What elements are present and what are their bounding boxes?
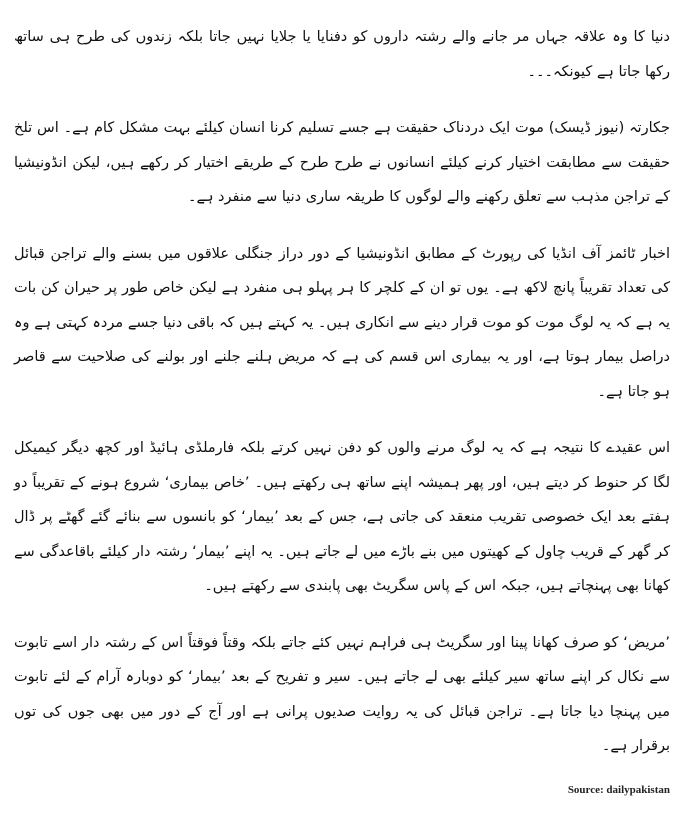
source-credit: Source: dailypakistan — [567, 784, 670, 796]
article-body — [14, 20, 670, 786]
article-paragraph: اخبار ٹائمز آف انڈیا کی رپورٹ کے مطابق انڈونیشیا کے دور دراز جنگلی علاقوں میں بسنے والے تراجن قبائل کی تعداد تقریباً پانچ لاکھ ہے۔ یوں تو ان کے کلچر کا ہر پہلو ہی منفرد ہے لیکن خاص طور پر حیران کن بات یہ ہے کہ یہ لوگ موت کو موت قرار دینے سے انکاری ہیں۔ یہ کہتے ہیں کہ باقی دنیا جسے مردہ کہتی ہے وہ دراصل بیمار ہوتا ہے، اور یہ بیماری اس قسم کی ہے کہ مریض ہلنے جلنے اور بولنے کی صلاحیت سے قاصر ہو جاتا ہے۔ — [14, 245, 670, 400]
article-intro-paragraph: دنیا کا وہ علاقہ جہاں مر جانے والے رشتہ داروں کو دفنایا یا جلایا نہیں جاتا بلکہ زندوں کی طرح ہی ساتھ رکھا جاتا ہے کیونکہ۔۔۔ — [14, 29, 670, 80]
article-paragraph: ’مریض‘ کو صرف کھانا پینا اور سگریٹ ہی فراہم نہیں کئے جاتے بلکہ وقتاً فوقتاً اس کے رشتہ دار اسے تابوت سے نکال کر اپنے ساتھ سیر کیلئے بھی لے جاتے ہیں۔ سیر و تفریح کے بعد ’بیمار‘ کو دوبارہ آرام کے لئے تابوت میں پہنچا دیا جاتا ہے۔ تراجن قبائل کی یہ روایت صدیوں پرانی ہے اور آج کے دور میں بھی جوں کی توں برقرار ہے۔ — [14, 634, 670, 754]
article-paragraph: جکارتہ (نیوز ڈیسک) موت ایک دردناک حقیقت ہے جسے تسلیم کرنا انسان کیلئے بہت مشکل کام ہے۔ اس تلخ حقیقت سے مطابقت اختیار کرنے کیلئے انسانوں نے طرح طرح کے طریقے اختیار کر رکھے ہیں، لیکن انڈونیشیا کے تراجن مذہب سے تعلق رکھنے والے لوگوں کا طریقہ ساری دنیا سے منفرد ہے۔ — [14, 120, 670, 205]
article-paragraph: اس عقیدے کا نتیجہ ہے کہ یہ لوگ مرنے والوں کو دفن نہیں کرتے بلکہ فارملڈی ہائیڈ اور کچھ دیگر کیمیکل لگا کر حنوط کر دیتے ہیں، اور پھر ہمیشہ اپنے ساتھ ہی رکھتے ہیں۔ ’خاص بیماری‘ شروع ہونے کے تقریباً دو ہفتے بعد ایک خصوصی تقریب منعقد کی جاتی ہے، جس کے بعد ’بیمار‘ کو بانسوں سے بنائے گئے گھٹے پر ڈال کر گھر کے قریب چاول کے کھیتوں میں بنے باڑے میں لے جاتے ہیں۔ یہ اپنے ’بیمار‘ رشتہ دار کیلئے باقاعدگی سے کھانا بھی پہنچاتے ہیں، جبکہ اس کے پاس سگریٹ بھی پابندی سے رکھتے ہیں۔ — [14, 440, 670, 594]
